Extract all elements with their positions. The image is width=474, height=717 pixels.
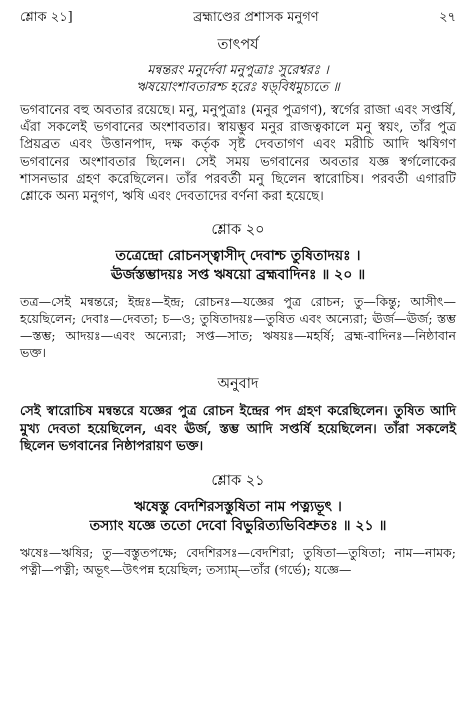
page-number: ২৭	[439, 10, 456, 25]
purport-heading: তাৎপর্য	[217, 37, 259, 53]
verse-21-line-2: তস্যাং যজ্ঞে ততো দেবো বিভুরিত্যভিবিশ্রুতঃ ॥ ২১ ॥	[89, 517, 387, 534]
translation-heading: অনুবাদ	[217, 376, 259, 393]
verse-21-line-1: ঋষেস্তু বেদশিরসস্তুষিতা নাম পত্ন্যভূৎ ।	[134, 498, 342, 515]
verse-20-translation: সেই স্বারোচিষ মন্বন্তরে যজ্ঞের পুত্র রোচন ইন্দ্রের পদ গ্রহণ করেছিলেন। তুষিত আদি মুখ্য দেবতা হয়েছিলেন, এবং ঊর্জ, স্তম্ভ আদি সপ্তর্ষি হয়েছিলেন। তাঁরা সকলেই ছিলেন ভগবানের নিষ্ঠাপরায়ণ ভক্ত।	[20, 404, 456, 455]
purport-sanskrit-line-1: মন্বন্তরং মনুর্দেবা মনুপুত্রাঃ সুরেশ্বরঃ ।	[147, 63, 329, 78]
verse-20	[20, 219, 456, 285]
verse-21-heading: শ্লোক ২১	[211, 472, 265, 489]
verse-21-synonyms: ঋষেঃ—ঋষির; তু—বস্তুতপক্ষে; বেদশিরসঃ—বেদশিরা; তুষিতা—তুষিতা; নাম—নামক; পত্নী—পত্নী; অভূৎ—উৎপন্ন হয়েছিল; তস্যাম্—তাঁর (গর্ভে); যজ্ঞে—	[20, 544, 456, 577]
purport-section	[20, 34, 456, 96]
purport-sanskrit-line-2: ঋষয়োংশাবতারশ্চ হরেঃ ষড়্‌বিধমুচ্যতে ॥	[136, 80, 340, 95]
purport-text: ভগবানের বহু অবতার রয়েছে। মনু, মনুপুত্রাঃ (মনুর পুত্রগণ), স্বর্গের রাজা এবং সপ্তর্ষি, এঁরা সকলেই ভগবানের অংশাবতার। স্বায়ম্ভুব মনুর রাজত্বকালে মনু স্বয়ং, তাঁর পুত্র প্রিয়ব্রত এবং উত্তানপাদ, দক্ষ কর্তৃক সৃষ্ট দেবতাগণ এবং মরীচি আদি ঋষিগণ ভগবানের অংশাবতার ছিলেন। সেই সময় ভগবানের অবতার যজ্ঞ স্বর্গলোকের শাসনভার গ্রহণ করেছিলেন। তাঁর পরবর্তী মনু ছিলেন স্বারোচিষ। পরবর্তী এগারটি শ্লোকে অন্য মনুগণ, ঋষি এবং দেবতাদের বর্ণনা করা হয়েছে।	[20, 103, 456, 205]
verse-20-heading: শ্লোক ২০	[211, 222, 265, 239]
verse-20-line-2: ঊর্জস্তম্ভাদয়ঃ সপ্ত ঋষয়ো ব্রহ্মবাদিনঃ ॥ ২০ ॥	[110, 267, 366, 284]
verse-reference: শ্লোক ২১]	[20, 10, 73, 25]
verse-20-synonyms: তত্র—সেই মন্বন্তরে; ইন্দ্রঃ—ইন্দ্র; রোচনঃ—যজ্ঞের পুত্র রোচন; তু—কিন্তু; আসীৎ—হয়েছিলেন; দেবাঃ—দেবতা; চ—ও; তুষিতাদয়ঃ—তুষিত এবং অন্যেরা; ঊর্জ—ঊর্জ; স্তম্ভ—স্তম্ভ; আদয়ঃ—এবং অন্যেরা; সপ্ত—সাত; ঋষয়ঃ—মহর্ষি; ব্রহ্ম-বাদিনঃ—নিষ্ঠাবান ভক্ত।	[20, 294, 456, 361]
page-header	[20, 8, 456, 26]
verse-20-line-1: তত্রেন্দ্রো রোচনস্ত্বাসীদ্ দেবাশ্চ তুষিতাদয়ঃ ।	[115, 248, 361, 265]
verse-20-translation-block	[20, 373, 456, 397]
verse-21	[20, 470, 456, 536]
chapter-title: ব্রহ্মাণ্ডের প্রশাসক মনুগণ	[193, 10, 319, 25]
